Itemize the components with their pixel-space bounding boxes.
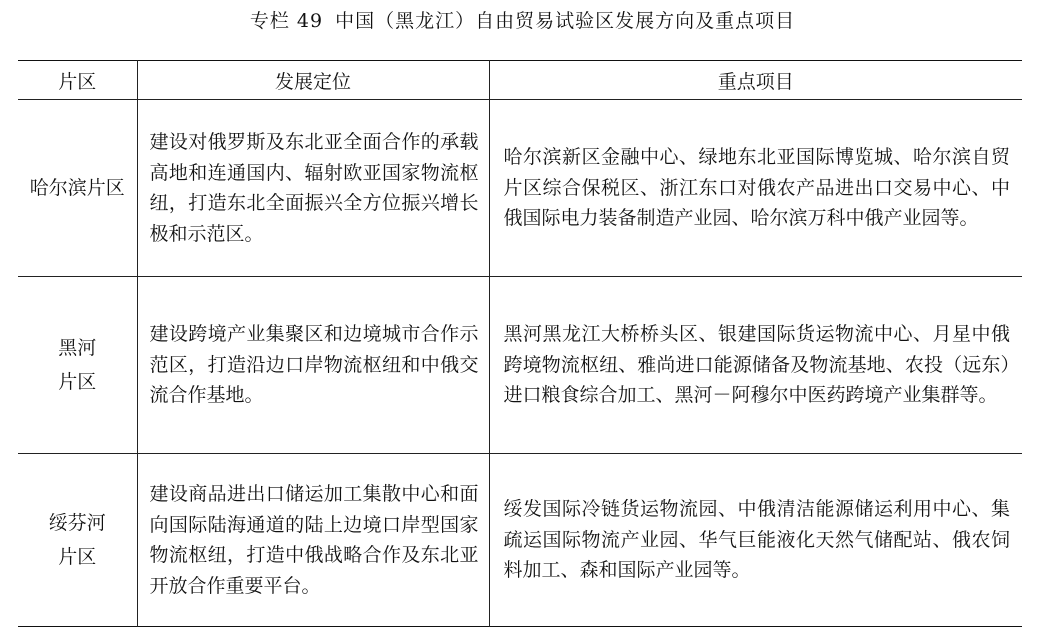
zone-cell — [18, 454, 137, 627]
positioning-cell: 建设跨境产业集聚区和边境城市合作示范区，打造沿边口岸物流枢纽和中俄交流合作基地。 — [137, 277, 489, 454]
zone-cell — [18, 277, 137, 454]
zone-name-line2: 片区 — [58, 546, 97, 568]
zone-name-line2: 片区 — [58, 371, 97, 393]
table-row — [18, 100, 1022, 277]
page-title — [0, 8, 1045, 34]
positioning-cell: 建设对俄罗斯及东北亚全面合作的承载高地和连通国内、辐射欧亚国家物流枢纽，打造东北全面振兴全方位振兴增长极和示范区。 — [137, 100, 489, 277]
header-zone: 片区 — [18, 61, 137, 100]
title-text: 中国（黑龙江）自由贸易试验区发展方向及重点项目 — [335, 10, 796, 32]
zones-table — [18, 60, 1022, 627]
zone-cell — [18, 100, 137, 277]
header-projects: 重点项目 — [489, 61, 1022, 100]
zone-name-line1: 绥芬河 — [48, 512, 106, 534]
zone-name-line1: 黑河 — [58, 337, 97, 359]
projects-cell: 哈尔滨新区金融中心、绿地东北亚国际博览城、哈尔滨自贸片区综合保税区、浙江东口对俄农产品进出口交易中心、中俄国际电力装备制造产业园、哈尔滨万科中俄产业园等。 — [489, 100, 1022, 277]
projects-cell: 绥发国际冷链货运物流园、中俄清洁能源储运利用中心、集疏运国际物流产业园、华气巨能液化天然气储配站、俄农饲料加工、森和国际产业园等。 — [489, 454, 1022, 627]
header-positioning: 发展定位 — [137, 61, 489, 100]
zone-name: 哈尔滨片区 — [29, 177, 125, 199]
projects-cell: 黑河黑龙江大桥桥头区、银建国际货运物流中心、月星中俄跨境物流枢纽、雅尚进口能源储备及物流基地、农投（远东）进口粮食综合加工、黑河－阿穆尔中医药跨境产业集群等。 — [489, 277, 1022, 454]
column-label: 专栏 49 — [249, 10, 324, 32]
positioning-cell: 建设商品进出口储运加工集散中心和面向国际陆海通道的陆上边境口岸型国家物流枢纽，打造中俄战略合作及东北亚开放合作重要平台。 — [137, 454, 489, 627]
table-row — [18, 454, 1022, 627]
table-header-row — [18, 61, 1022, 100]
table-row — [18, 277, 1022, 454]
